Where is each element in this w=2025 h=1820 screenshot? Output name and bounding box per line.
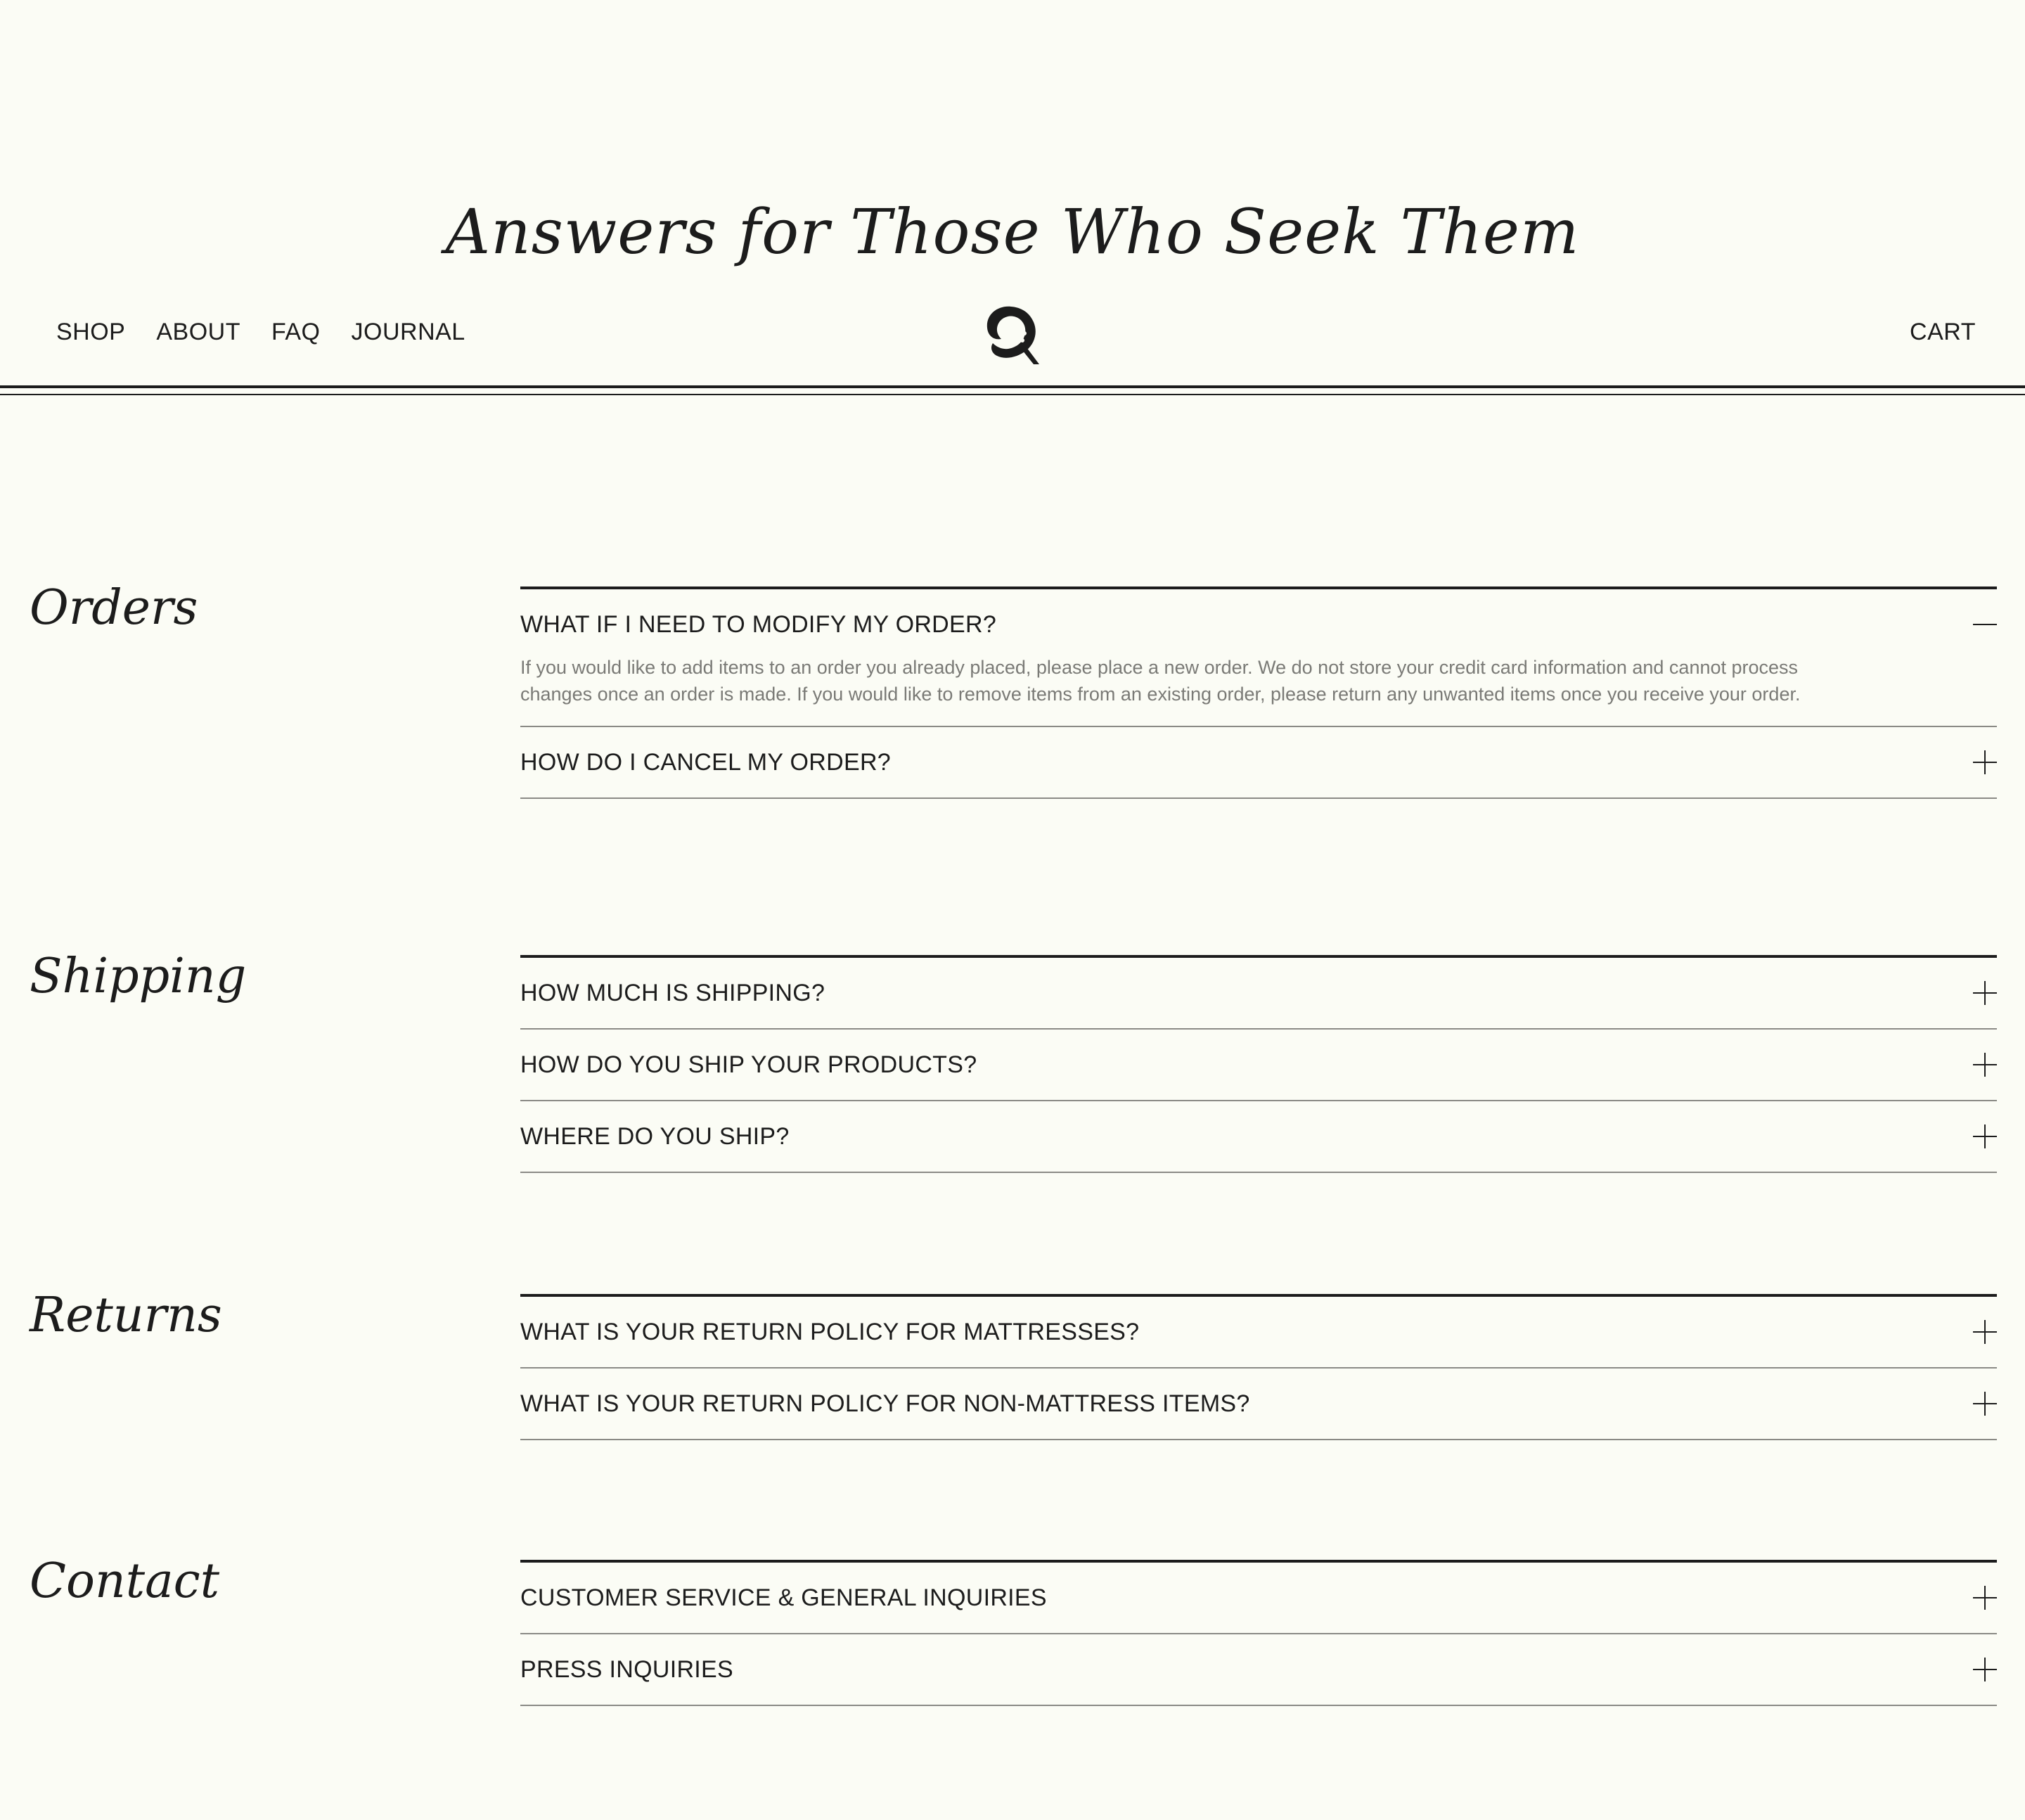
nav-link-shop[interactable]: SHOP	[56, 319, 126, 345]
section-title-orders: Orders	[30, 580, 198, 636]
plus-icon[interactable]	[1973, 1392, 1997, 1416]
nav-link-journal[interactable]: JOURNAL	[351, 319, 465, 345]
faq-item	[520, 1563, 1997, 1634]
faq-question-ship-method[interactable]	[520, 1030, 1997, 1100]
faq-list-shipping	[520, 955, 1997, 1173]
plus-icon[interactable]	[1973, 750, 1997, 774]
header-divider-thin	[0, 394, 2025, 395]
plus-icon[interactable]	[1973, 981, 1997, 1005]
header-divider	[0, 385, 2025, 388]
plus-icon[interactable]	[1973, 1320, 1997, 1344]
faq-question-customer-service[interactable]	[520, 1563, 1997, 1633]
faq-question-ship-where[interactable]	[520, 1101, 1997, 1172]
faq-question-text: HOW DO I CANCEL MY ORDER?	[520, 748, 892, 776]
faq-question-return-non-mattress[interactable]	[520, 1369, 1997, 1439]
section-title-shipping: Shipping	[30, 949, 247, 1004]
faq-item	[520, 589, 1997, 727]
faq-question-text: WHAT IS YOUR RETURN POLICY FOR NON-MATTRESS ITEMS?	[520, 1390, 1250, 1417]
faq-question-modify-order[interactable]	[520, 589, 1997, 660]
faq-list-returns	[520, 1294, 1997, 1440]
plus-icon[interactable]	[1973, 1586, 1997, 1610]
plus-icon[interactable]	[1973, 1124, 1997, 1148]
faq-question-return-mattress[interactable]	[520, 1297, 1997, 1367]
faq-item	[520, 1030, 1997, 1101]
faq-item	[520, 1634, 1997, 1706]
page-title: Answers for Those Who Seek Them	[445, 196, 1580, 268]
faq-item	[520, 1101, 1997, 1173]
faq-question-text: PRESS INQUIRIES	[520, 1655, 734, 1683]
faq-question-text: HOW MUCH IS SHIPPING?	[520, 979, 825, 1006]
plus-icon[interactable]	[1973, 1053, 1997, 1077]
faq-item	[520, 958, 1997, 1030]
section-title-returns: Returns	[30, 1288, 222, 1343]
faq-list-orders	[520, 587, 1997, 799]
faq-question-press[interactable]	[520, 1634, 1997, 1705]
faq-question-text: HOW DO YOU SHIP YOUR PRODUCTS?	[520, 1051, 977, 1078]
faq-question-shipping-cost[interactable]	[520, 958, 1997, 1028]
plus-icon[interactable]	[1973, 1658, 1997, 1681]
faq-question-text: WHAT IF I NEED TO MODIFY MY ORDER?	[520, 610, 997, 638]
nav-link-faq[interactable]: FAQ	[271, 319, 321, 345]
faq-question-text: WHERE DO YOU SHIP?	[520, 1122, 790, 1150]
monogram-logo-icon[interactable]	[977, 301, 1048, 366]
faq-answer: If you would like to add items to an order you already placed, please place a new order. We do not store your credit card information and cannot process changes once an order is made. If you would like to remove items from an existing order, please return any unwanted items once you receive your order.	[520, 657, 1801, 705]
faq-question-cancel-order[interactable]	[520, 727, 1997, 797]
faq-item	[520, 1297, 1997, 1369]
minus-icon[interactable]	[1973, 613, 1997, 636]
faq-item	[520, 1369, 1997, 1440]
main-nav	[56, 315, 496, 349]
faq-question-text: CUSTOMER SERVICE & GENERAL INQUIRIES	[520, 1584, 1047, 1611]
faq-item	[520, 727, 1997, 799]
cart-link[interactable]: CART	[1910, 319, 1976, 345]
section-title-contact: Contact	[30, 1553, 220, 1609]
faq-question-text: WHAT IS YOUR RETURN POLICY FOR MATTRESSES?	[520, 1318, 1140, 1345]
faq-list-contact	[520, 1560, 1997, 1706]
nav-link-about[interactable]: ABOUT	[156, 319, 240, 345]
